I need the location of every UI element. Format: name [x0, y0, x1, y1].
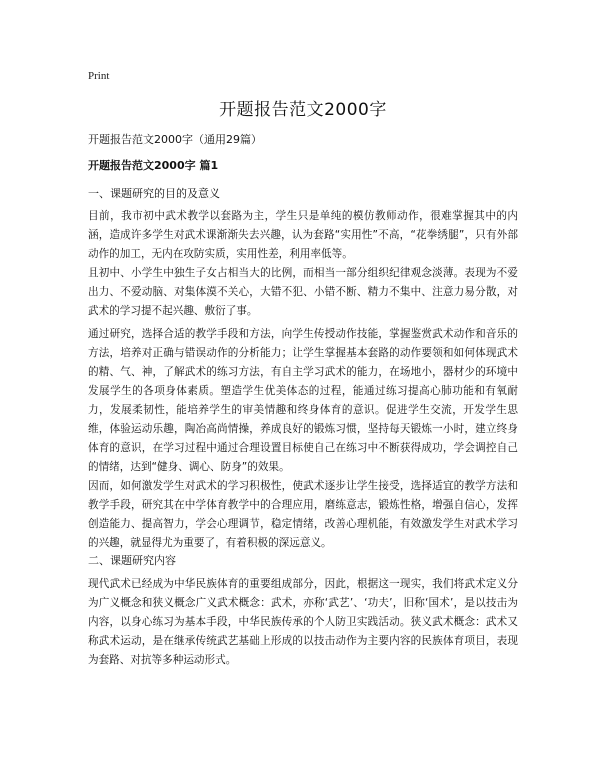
- section-title: 开题报告范文2000字 篇1: [88, 159, 219, 172]
- paragraph-3: 通过研究，选择合适的教学手段和方法，向学生传授动作技能，掌握鉴赏武术动作和音乐的方法，培养对正确与错误动作的分析能力；让学生掌握基本套路的动作要领和如何体现武术的精、气、神，了解武术的练习方法，有自主学习武术的能力，在场地小，器材少的环境中发展学生的各项身体素质。塑造学生优美体态的过程，能通过练习提高心肺功能和有氧耐力，发展柔韧性，能培养学生的审美情趣和终身体育的意识。促进学生交流，开发学生思维，体验运动乐趣，陶冶高尚情操，养成良好的锻炼习惯，坚持每天锻炼一小时，建立终身体育的意识，在学习过程中通过合理设置目标使自己在练习中不断获得成功，学会调控自己的情绪，达到“健身、调心、防身”的效果。: [88, 328, 518, 473]
- paragraph-2: 且初中、小学生中独生子女占相当大的比例，而相当一部分组织纪律观念淡薄。表现为不爱出力、不爱动脑、对集体漠不关心，大错不犯、小错不断、精力不集中、注意力易分散，对武术的学习提不起兴趣、敷衍了事。: [88, 267, 518, 317]
- document-subtitle: 开题报告范文2000字（通用29篇）: [88, 133, 262, 146]
- paragraph-1: 目前，我市初中武术教学以套路为主，学生只是单纯的模仿教师动作，很难掌握其中的内涵，造成许多学生对武术课渐渐失去兴趣，认为套路“实用性”不高，“花拳绣腿”，只有外部动作的加工，无内在攻防实质，实用性差，利用率低等。: [88, 210, 518, 260]
- paragraph-5: 现代武术已经成为中华民族体育的重要组成部分，因此，根据这一现实，我们将武术定义分为广义概念和狭义概念广义武术概念：武术，亦称‘武艺’、‘功夫’，旧称‘国术’，是以技击为内容，以身心练习为基本手段，中华民族传承的个人防卫实践活动。狭义武术概念：武术又称武术运动，是在继承传统武艺基础上形成的以技击动作为主要内容的民族体育项目，表现为套路、对抗等多种运动形式。: [88, 578, 518, 666]
- print-link[interactable]: Print: [88, 70, 110, 82]
- heading-purpose: 一、课题研究的目的及意义: [88, 187, 220, 200]
- paragraph-4: 因而，如何激发学生对武术的学习积极性，使武术逐步让学生接受，选择适宜的教学方法和教学手段，研究其在中学体育教学中的合理应用，磨练意志，锻炼性格，增强自信心，发挥创造能力、提高智力，学会心理调节，稳定情绪，改善心理机能，有效激发学生对武术学习的兴趣，就显得尤为重要了，有着积极的深远意义。: [88, 480, 518, 549]
- page-title: 开题报告范文2000字: [219, 100, 387, 120]
- heading-content: 二、课题研究内容: [88, 554, 176, 567]
